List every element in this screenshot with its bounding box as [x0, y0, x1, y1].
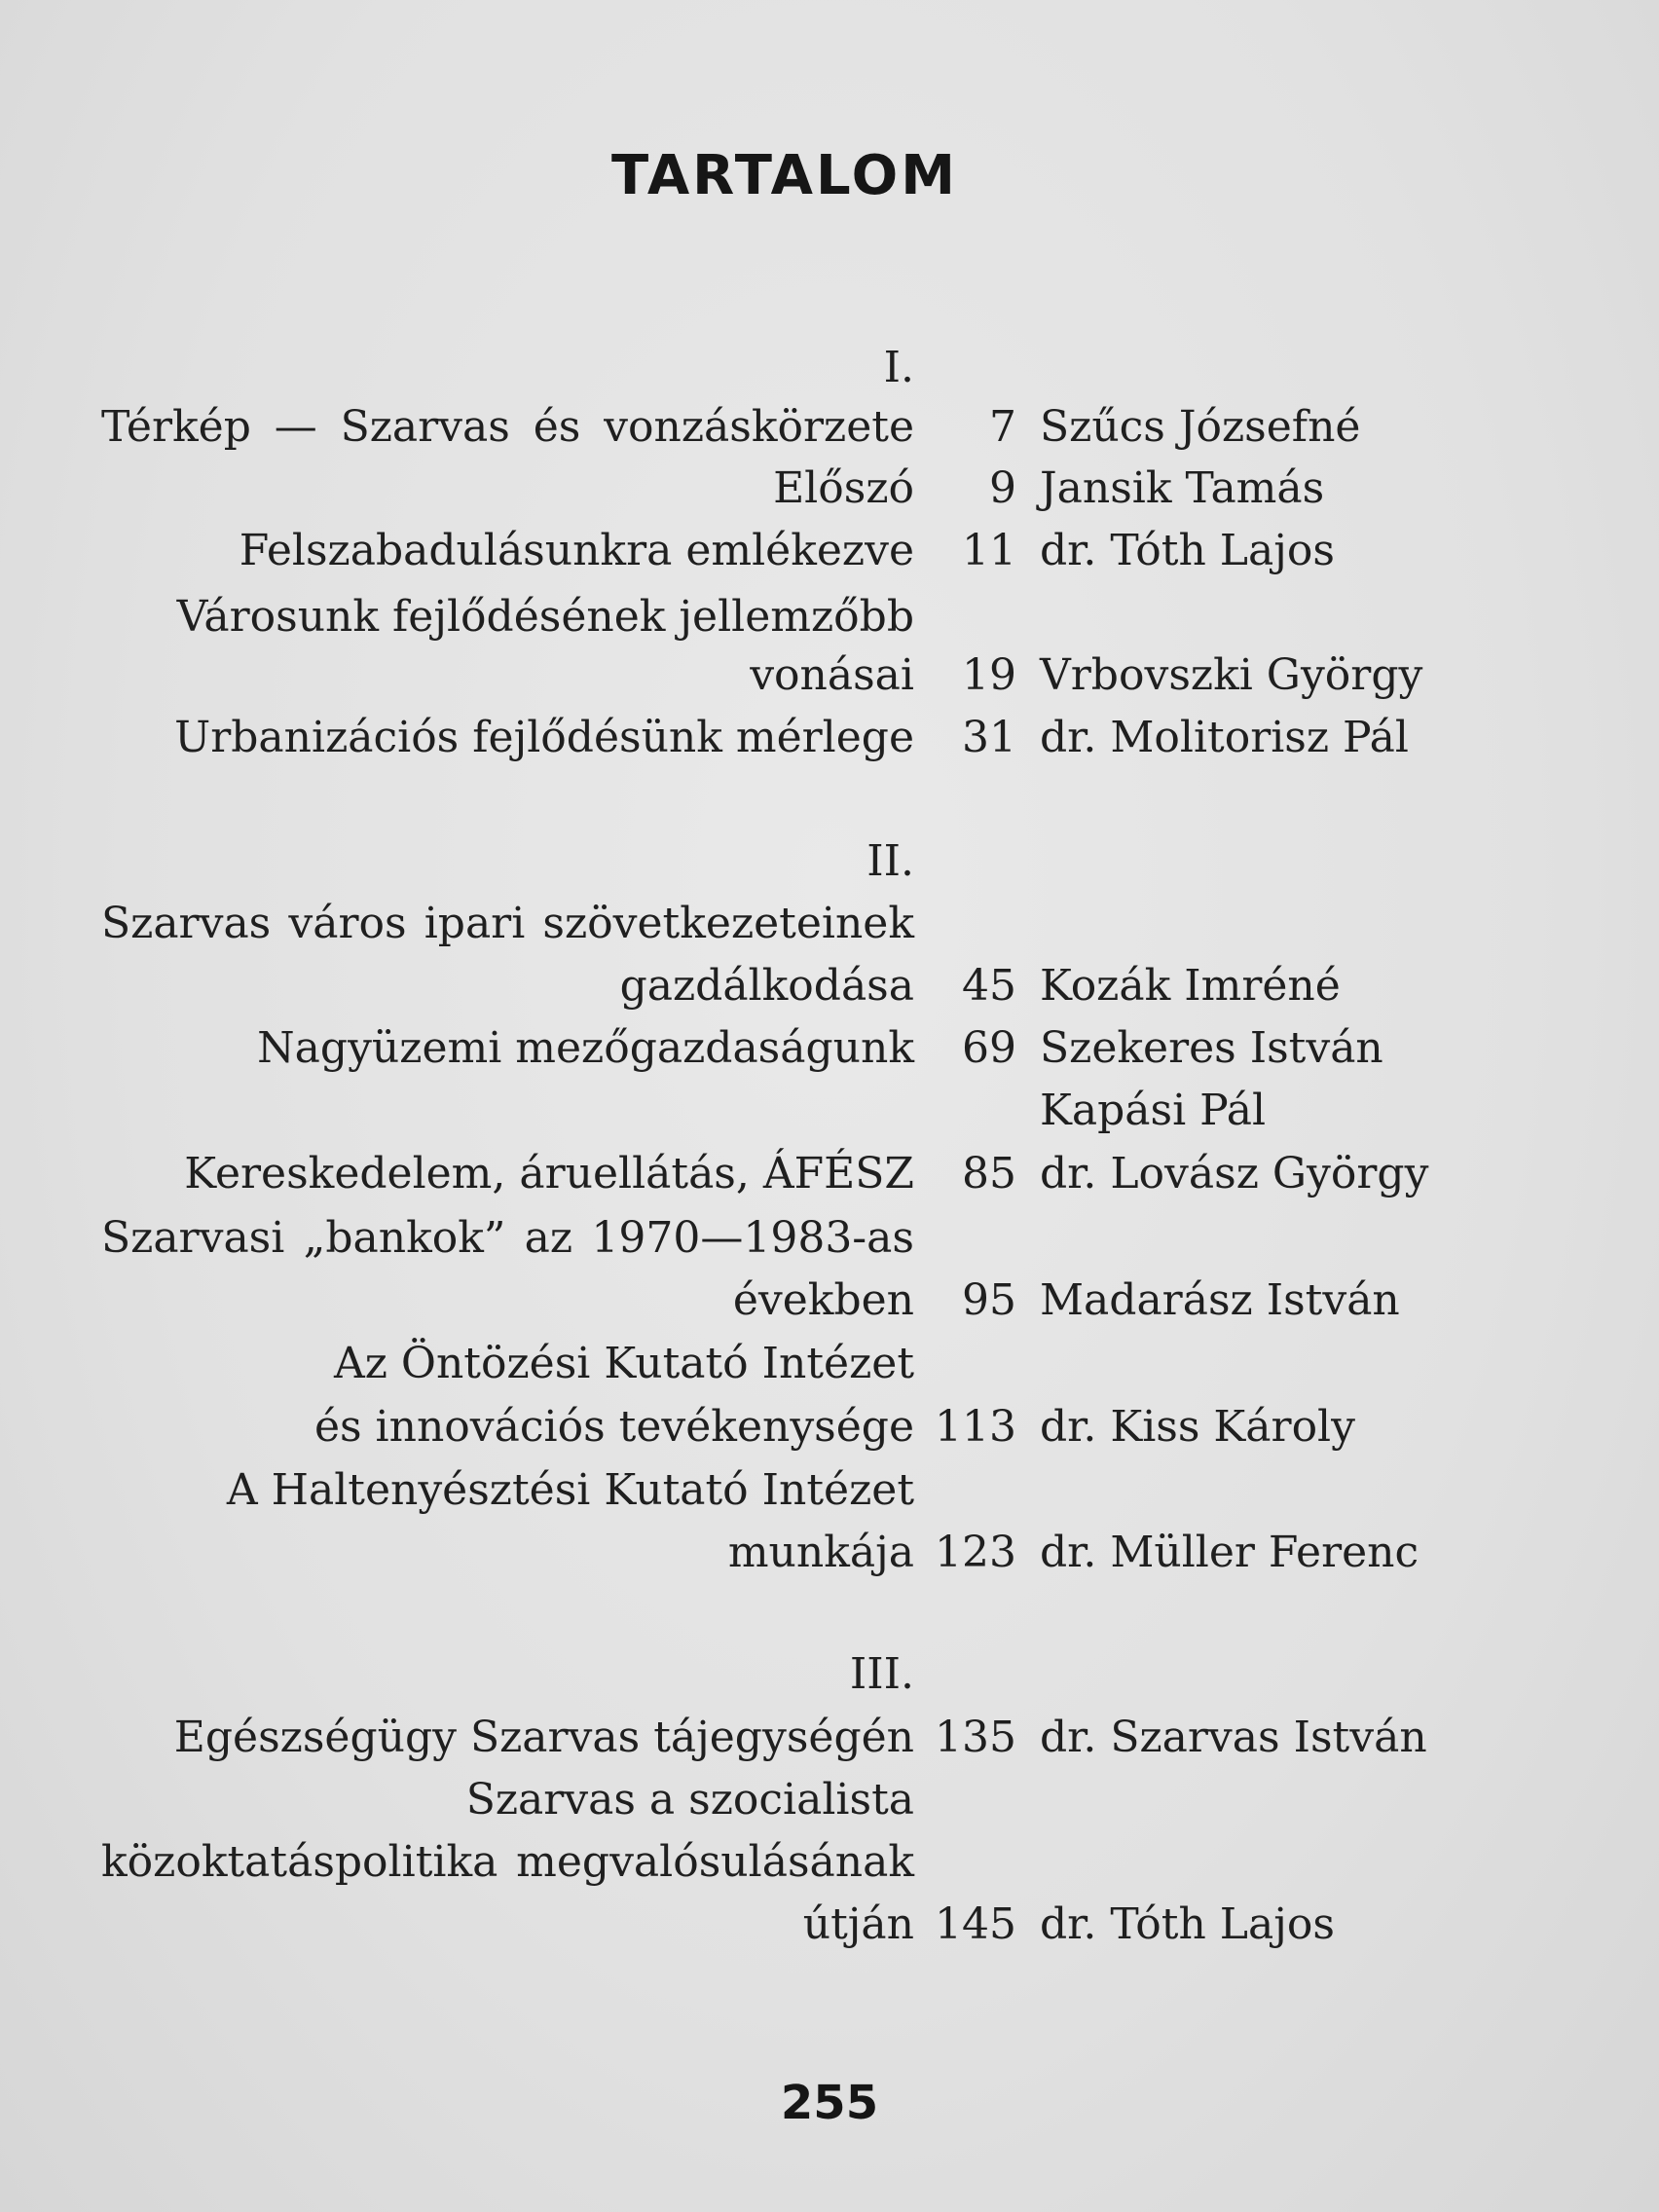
- toc-entry: [0, 1271, 1659, 1331]
- entry-author: dr. Tóth Lajos: [1040, 1899, 1335, 1949]
- entry-title: A Haltenyésztési Kutató Intézet: [226, 1465, 914, 1515]
- toc-entry: [0, 587, 1659, 647]
- toc-entry: [0, 1770, 1659, 1830]
- entry-title: Szarvas a szocialista: [465, 1775, 914, 1825]
- entry-title: közoktatáspolitika megvalósulásának: [101, 1837, 914, 1887]
- section-heading-2: [0, 831, 1659, 892]
- entry-author: Jansik Tamás: [1040, 463, 1325, 513]
- entry-author: Kapási Pál: [1040, 1086, 1267, 1135]
- entry-title: gazdálkodása: [619, 961, 914, 1011]
- entry-page: 31: [962, 713, 1016, 762]
- entry-title: Szarvas város ipari szövetkezeteinek: [101, 899, 914, 948]
- toc-entry: [0, 1832, 1659, 1893]
- entry-page: 69: [962, 1023, 1016, 1073]
- entry-page: 135: [935, 1713, 1016, 1762]
- entry-title: Városunk fejlődésének jellemzőbb: [176, 592, 914, 642]
- entry-title: útján: [802, 1899, 914, 1949]
- section-number: II.: [866, 836, 914, 886]
- entry-author: dr. Tóth Lajos: [1040, 526, 1335, 575]
- toc-entry: [0, 1334, 1659, 1394]
- entry-title: Nagyüzemi mezőgazdaságunk: [257, 1023, 914, 1073]
- entry-author: Kozák Imréné: [1040, 961, 1341, 1011]
- entry-page: 145: [935, 1899, 1016, 1949]
- entry-title: Urbanizációs fejlődésünk mérlege: [174, 713, 914, 762]
- toc-entry: [0, 1208, 1659, 1269]
- toc-entry: [0, 1895, 1659, 1955]
- entry-page: 7: [989, 402, 1016, 452]
- entry-title: vonásai: [750, 650, 914, 700]
- toc-entry: [0, 459, 1659, 519]
- entry-author: dr. Kiss Károly: [1040, 1402, 1355, 1452]
- entry-author: Szűcs Józsefné: [1040, 402, 1361, 452]
- entry-page: 95: [962, 1275, 1016, 1325]
- section-heading-1: [0, 338, 1659, 398]
- page-title: TARTALOM: [610, 144, 958, 207]
- entry-title: Térkép — Szarvas és vonzáskörzete: [101, 402, 914, 452]
- entry-title: Egészségügy Szarvas tájegységén: [173, 1713, 914, 1762]
- toc-entry: [0, 1144, 1659, 1204]
- entry-author: Madarász István: [1040, 1275, 1400, 1325]
- entry-author: Szekeres István: [1040, 1023, 1383, 1073]
- page-number: 255: [780, 2076, 879, 2130]
- section-heading-3: [0, 1644, 1659, 1705]
- entry-title: Előszó: [773, 463, 914, 513]
- toc-entry: [0, 1081, 1659, 1141]
- entry-author: dr. Molitorisz Pál: [1040, 713, 1409, 762]
- toc-entry: [0, 1397, 1659, 1457]
- toc-entry: [0, 397, 1659, 458]
- entry-title: Szarvasi „bankok” az 1970—1983-as: [101, 1213, 914, 1263]
- entry-page: 113: [935, 1402, 1016, 1452]
- entry-author: dr. Müller Ferenc: [1040, 1528, 1419, 1577]
- entry-page: 11: [962, 526, 1016, 575]
- entry-author: Vrbovszki György: [1040, 650, 1423, 700]
- toc-entry: [0, 1018, 1659, 1079]
- entry-page: 45: [962, 961, 1016, 1011]
- toc-entry: [0, 1708, 1659, 1768]
- entry-title: Az Öntözési Kutató Intézet: [333, 1339, 914, 1388]
- entry-page: 123: [935, 1528, 1016, 1577]
- toc-entry: [0, 1523, 1659, 1583]
- entry-title: Kereskedelem, áruellátás, ÁFÉSZ: [184, 1149, 914, 1198]
- entry-page: 19: [962, 650, 1016, 700]
- toc-entry: [0, 645, 1659, 706]
- entry-author: dr. Szarvas István: [1040, 1713, 1427, 1762]
- section-number: I.: [883, 343, 914, 392]
- entry-title: munkája: [727, 1528, 914, 1577]
- section-number: III.: [849, 1649, 914, 1699]
- entry-page: 9: [989, 463, 1016, 513]
- toc-entry: [0, 894, 1659, 954]
- toc-entry: [0, 521, 1659, 581]
- entry-author: dr. Lovász György: [1040, 1149, 1429, 1198]
- toc-entry: [0, 1460, 1659, 1521]
- entry-title: Felszabadulásunkra emlékezve: [239, 526, 914, 575]
- toc-entry: [0, 956, 1659, 1016]
- toc-entry: [0, 708, 1659, 768]
- entry-title: években: [732, 1275, 914, 1325]
- entry-page: 85: [962, 1149, 1016, 1198]
- entry-title: és innovációs tevékenysége: [313, 1402, 914, 1452]
